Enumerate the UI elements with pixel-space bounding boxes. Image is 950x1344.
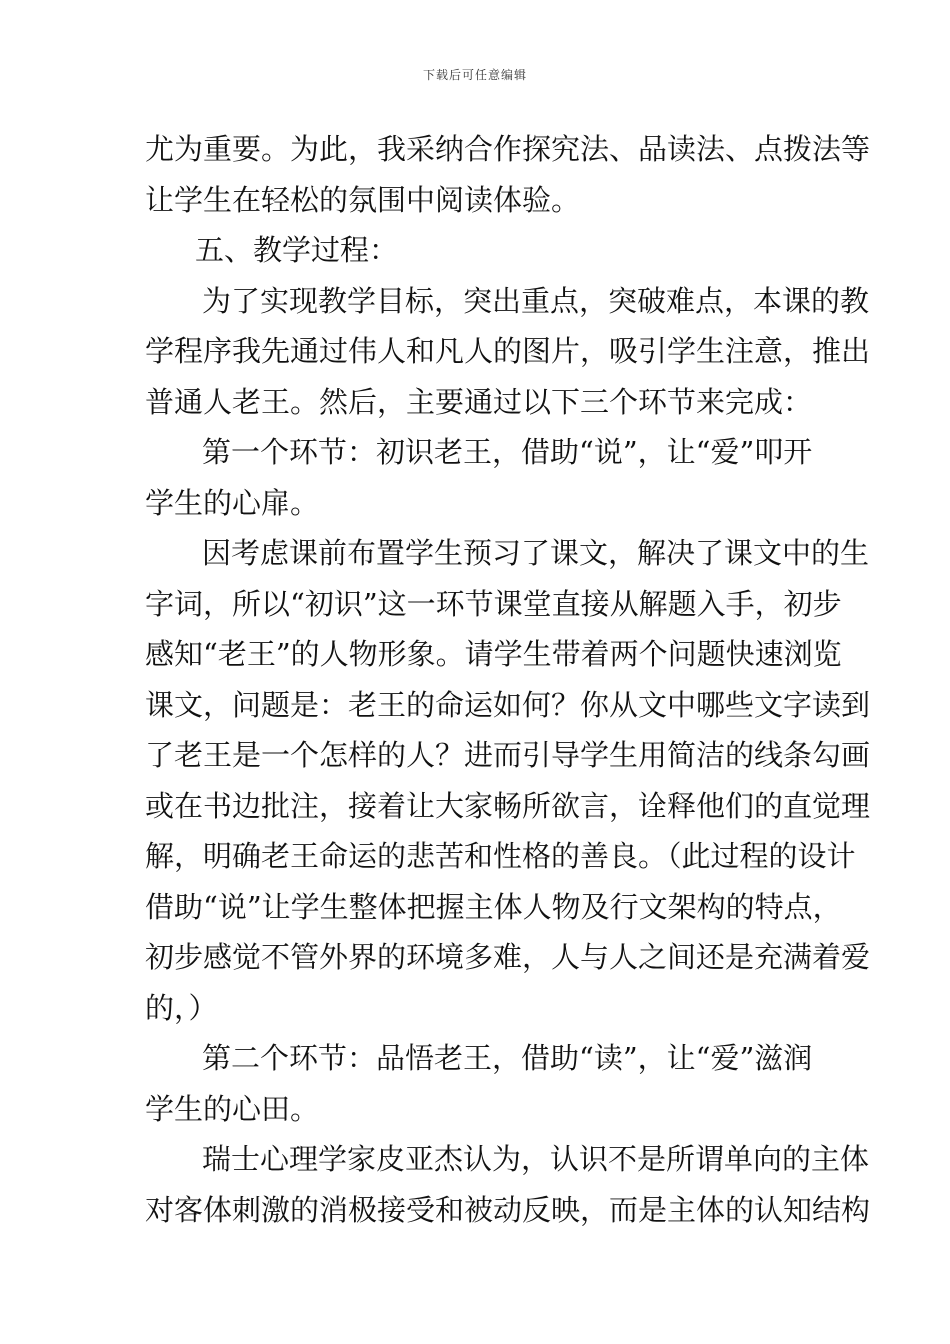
text-line: 普通人老王。然后，主要通过以下三个环节来完成： — [145, 384, 813, 419]
text-line: 学生的心扉。 — [145, 485, 320, 520]
text-line: 学程序我先通过伟人和凡人的图片，吸引学生注意，推出 — [145, 334, 871, 368]
text-line: 瑞士心理学家皮亚杰认为，认识不是所谓单向的主体 — [202, 1142, 870, 1176]
text-line: 课文，问题是：老王的命运如何？你从文中哪些文字读到 — [145, 687, 871, 722]
text-line: 解，明确老王命运的悲苦和性格的善良。（此过程的设计 — [145, 839, 856, 873]
page-header-note: 下载后可任意编辑 — [422, 68, 527, 82]
text-line: 第一个环节：初识老王，借助“说”，让“爱”叩开 — [202, 435, 813, 469]
text-line: 尤为重要。为此，我采纳合作探究法、品读法、点拨法等 — [145, 132, 871, 166]
text-line: 对客体刺激的消极接受和被动反映，而是主体的认知结构 — [145, 1192, 871, 1227]
text-line: 了老王是一个怎样的人？进而引导学生用简洁的线条勾画 — [145, 738, 871, 772]
text-line: 借助“说”让学生整体把握主体人物及行文架构的特点， — [145, 889, 842, 924]
section-heading: 五、教学过程： — [195, 233, 399, 267]
text-line: 或在书边批注，接着让大家畅所欲言，诠释他们的直觉理 — [145, 788, 871, 823]
text-line: 因考虑课前布置学生预习了课文，解决了课文中的生 — [202, 536, 870, 570]
text-line: 字词，所以“初识”这一环节课堂直接从解题入手，初步 — [145, 586, 842, 621]
text-line: 第二个环节：品悟老王，借助“读”，让“爱”滋润 — [202, 1041, 813, 1075]
document-body — [145, 124, 871, 1235]
text-line: 为了实现教学目标，突出重点，突破难点，本课的教 — [202, 283, 870, 318]
text-line: 的，） — [145, 990, 218, 1025]
text-line: 感知“老王”的人物形象。请学生带着两个问题快速浏览 — [145, 637, 842, 671]
text-line: 学生的心田。 — [145, 1091, 320, 1126]
text-line: 初步感觉不管外界的环境多难，人与人之间还是充满着爱 — [145, 940, 871, 974]
text-line: 让学生在轻松的氛围中阅读体验。 — [145, 182, 581, 217]
